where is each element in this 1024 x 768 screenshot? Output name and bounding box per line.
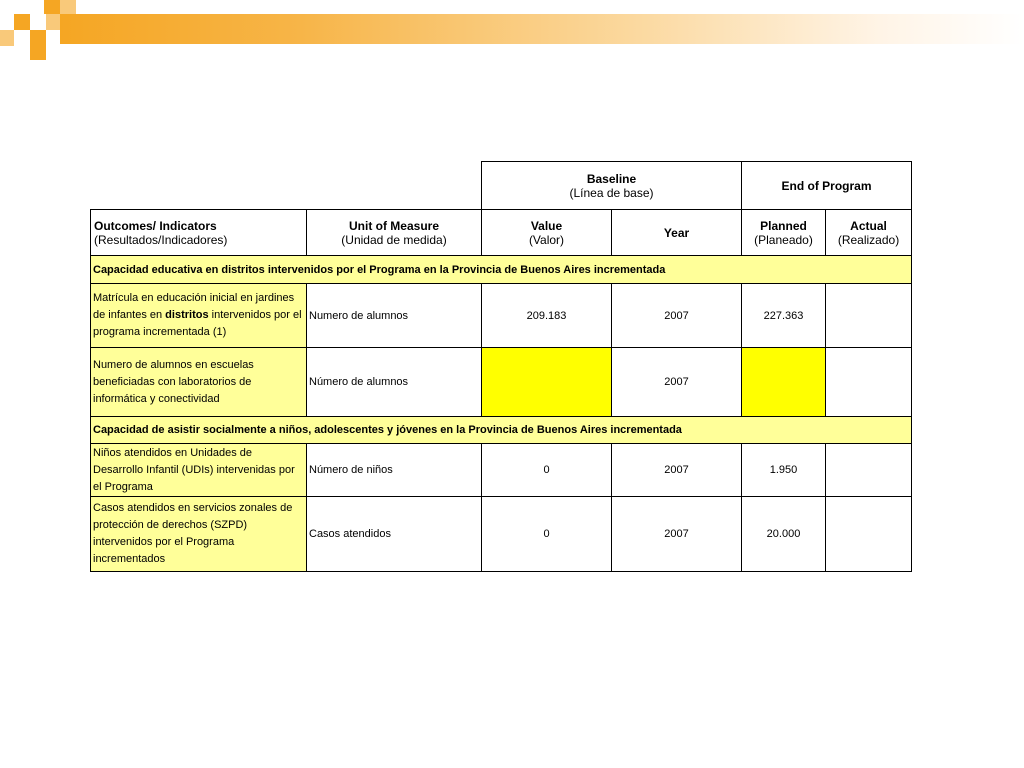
- planned-header: [742, 210, 826, 256]
- value-cell: 0: [482, 497, 612, 572]
- planned-cell: 1.950: [742, 444, 826, 497]
- planned-cell-highlighted: [742, 348, 826, 417]
- decor-square: [60, 0, 76, 14]
- header-gradient-bar: [60, 14, 1024, 44]
- unit-cell: Casos atendidos: [307, 497, 482, 572]
- year-header: [612, 210, 742, 256]
- outcomes-header: [91, 210, 307, 256]
- year-cell: 2007: [612, 444, 742, 497]
- value-cell: 0: [482, 444, 612, 497]
- unit-cell: Numero de alumnos: [307, 284, 482, 348]
- year-cell: 2007: [612, 348, 742, 417]
- value-cell: 209.183: [482, 284, 612, 348]
- end-of-program-header: [742, 162, 912, 210]
- unit-subtitle: (Unidad de medida): [341, 232, 447, 247]
- decor-square: [44, 0, 60, 14]
- actual-subtitle: (Realizado): [837, 232, 900, 247]
- outcomes-title: Outcomes/ Indicators: [94, 218, 217, 233]
- indicator-cell: [91, 497, 307, 572]
- actual-cell: [826, 348, 912, 417]
- indicator-cell: [91, 348, 307, 417]
- year-cell: 2007: [612, 497, 742, 572]
- planned-subtitle: (Planeado): [754, 232, 813, 247]
- value-cell-highlighted: [482, 348, 612, 417]
- indicator-text-end: intervenidos por el programa incrementada (1): [93, 309, 302, 338]
- actual-cell: [826, 284, 912, 348]
- unit-cell: Número de alumnos: [307, 348, 482, 417]
- table-row: [91, 284, 912, 348]
- year-title: Year: [663, 225, 690, 240]
- indicator-text: Numero de alumnos en escuelas beneficiadas con laboratorios de informática y conectividad: [93, 358, 254, 405]
- decor-square: [0, 30, 14, 46]
- planned-cell: 227.363: [742, 284, 826, 348]
- end-of-program-title: End of Program: [781, 178, 872, 193]
- table-row: [91, 497, 912, 572]
- planned-cell: 20.000: [742, 497, 826, 572]
- decor-square: [14, 14, 30, 30]
- indicator-text: Niños atendidos en Unidades de Desarrollo Infantil (UDIs) intervenidas por el Programa: [93, 446, 295, 493]
- section-row: [91, 256, 912, 284]
- indicator-emphasis: distritos: [165, 309, 209, 321]
- actual-cell: [826, 444, 912, 497]
- section-title: Capacidad de asistir socialmente a niños, adolescentes y jóvenes en la Provincia de Buenos Aires incrementada: [91, 417, 912, 444]
- actual-title: Actual: [850, 218, 887, 233]
- table-row: [91, 348, 912, 417]
- year-cell: 2007: [612, 284, 742, 348]
- indicator-cell: [91, 444, 307, 497]
- header-row-1: [91, 162, 912, 210]
- outcomes-table: [90, 161, 912, 572]
- actual-cell: [826, 497, 912, 572]
- decor-square: [30, 46, 46, 60]
- outcomes-subtitle: (Resultados/Indicadores): [94, 232, 228, 247]
- value-header: [482, 210, 612, 256]
- decor-square: [46, 14, 60, 30]
- value-subtitle: (Valor): [528, 232, 565, 247]
- baseline-title: Baseline: [586, 171, 637, 186]
- unit-cell: Número de niños: [307, 444, 482, 497]
- header-row-2: [91, 210, 912, 256]
- section-title: Capacidad educativa en distritos intervenidos por el Programa en la Provincia de Buenos Aires incrementada: [91, 256, 912, 284]
- indicator-cell: [91, 284, 307, 348]
- baseline-subtitle: (Línea de base): [569, 185, 654, 200]
- actual-header: [826, 210, 912, 256]
- blank-cell: [91, 162, 482, 210]
- baseline-header: [482, 162, 742, 210]
- table-row: [91, 444, 912, 497]
- planned-title: Planned: [760, 218, 807, 233]
- unit-title: Unit of Measure: [348, 218, 439, 233]
- unit-header: [307, 210, 482, 256]
- value-title: Value: [530, 218, 563, 233]
- decor-square: [30, 30, 46, 46]
- indicator-text: Casos atendidos en servicios zonales de protección de derechos (SZPD) intervenidos por el Programa incrementados: [93, 502, 293, 565]
- indicator-text: Matrícula en educación inicial en jardines de infantes en: [93, 292, 295, 321]
- section-row: [91, 417, 912, 444]
